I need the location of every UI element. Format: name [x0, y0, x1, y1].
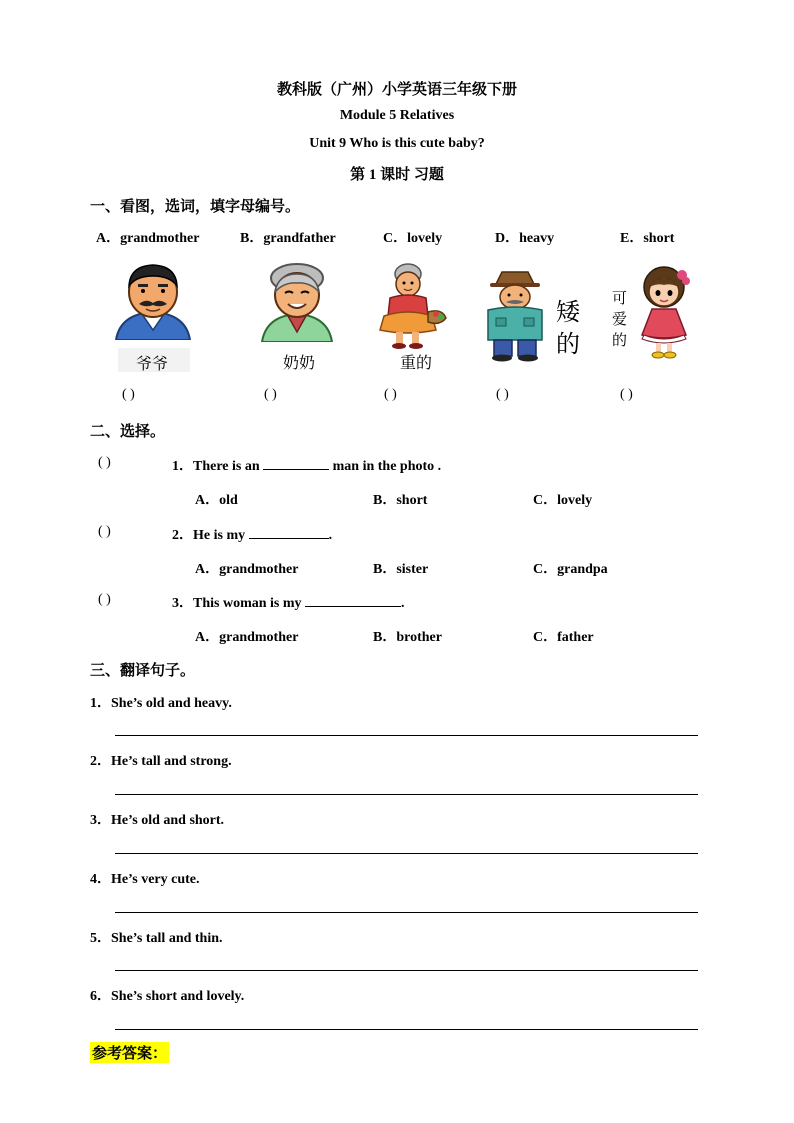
grandfather-illustration	[112, 258, 194, 340]
lovely-girl-illustration	[636, 265, 692, 361]
grandmother-illustration	[258, 262, 336, 342]
picture-2-answer-blank[interactable]: ( )	[264, 387, 277, 402]
document-title: 教科版（广州）小学英语三年级下册	[276, 82, 517, 98]
question-2-answer-blank[interactable]: ( )	[98, 524, 111, 539]
question-2-fill-line[interactable]	[249, 525, 329, 539]
translate-answer-line-4[interactable]	[115, 912, 698, 913]
translate-answer-line-6[interactable]	[115, 1029, 698, 1030]
option-a: A．grandmother	[96, 231, 200, 246]
translate-item-6: 6．She’s short and lovely.	[90, 989, 245, 1004]
section-2-heading: 二、选择。	[90, 424, 166, 440]
question-1-stem	[172, 455, 441, 475]
question-3-stem	[172, 592, 405, 612]
option-b: B．grandfather	[240, 231, 336, 246]
translate-item-1: 1．She’s old and heavy.	[90, 696, 232, 711]
question-3-choice-b: B．brother	[373, 630, 442, 645]
question-3-answer-blank[interactable]: ( )	[98, 592, 111, 607]
question-2-choice-b: B．sister	[373, 562, 429, 577]
question-3-stem-start: 3．This woman is my	[172, 596, 302, 611]
question-1-choice-b: B．short	[373, 493, 428, 508]
picture-1-answer-blank[interactable]: ( )	[122, 387, 135, 402]
question-1-answer-blank[interactable]: ( )	[98, 455, 111, 470]
question-2-choice-a: A．grandmother	[195, 562, 299, 577]
question-3-choice-c: C．father	[533, 630, 594, 645]
question-1-choice-c: C．lovely	[533, 493, 593, 508]
question-2-stem-end: .	[328, 528, 333, 543]
question-1-stem-end: man in the photo .	[332, 459, 442, 474]
translate-item-3: 3．He’s old and short.	[90, 813, 225, 828]
caption-grandfather: 爷爷	[136, 354, 169, 373]
question-1-stem-start: 1．There is an	[172, 459, 260, 474]
question-3-choice-a: A．grandmother	[195, 630, 299, 645]
caption-lovely-3: 的	[612, 331, 628, 349]
question-1-fill-line[interactable]	[263, 456, 329, 470]
translate-answer-line-2[interactable]	[115, 794, 698, 795]
translate-item-4: 4．He’s very cute.	[90, 872, 200, 887]
caption-grandmother: 奶奶	[283, 353, 316, 372]
question-2-stem-start: 2．He is my	[172, 528, 246, 543]
picture-5-answer-blank[interactable]: ( )	[620, 387, 633, 402]
lesson-title: 第 1 课时 习题	[350, 167, 444, 183]
option-c: C．lovely	[383, 231, 443, 246]
question-1-choice-a: A．old	[195, 493, 238, 508]
translate-item-2: 2．He’s tall and strong.	[90, 754, 232, 769]
translate-item-5: 5．She’s tall and thin.	[90, 931, 223, 946]
short-man-illustration	[482, 270, 548, 362]
unit-title: Unit 9 Who is this cute baby?	[309, 136, 485, 151]
caption-lovely-2: 爱	[612, 310, 628, 328]
translate-answer-line-1[interactable]	[115, 735, 698, 736]
question-3-fill-line[interactable]	[305, 593, 401, 607]
section-3-heading: 三、翻译句子。	[90, 663, 196, 679]
caption-heavy: 重的	[400, 353, 433, 372]
section-1-heading: 一、看图，选词，填字母编号。	[90, 199, 301, 215]
heavy-woman-illustration	[378, 262, 452, 350]
caption-lovely-1: 可	[612, 289, 628, 307]
picture-4-answer-blank[interactable]: ( )	[496, 387, 509, 402]
option-d: D．heavy	[495, 231, 555, 246]
caption-short-1: 矮	[556, 298, 580, 326]
answer-key-label: 参考答案：	[90, 1042, 169, 1063]
module-title: Module 5 Relatives	[339, 108, 455, 123]
translate-answer-line-3[interactable]	[115, 853, 698, 854]
question-3-stem-end: .	[401, 596, 405, 611]
question-2-choice-c: C．grandpa	[533, 562, 608, 577]
picture-3-answer-blank[interactable]: ( )	[384, 387, 397, 402]
translate-answer-line-5[interactable]	[115, 970, 698, 971]
question-2-stem	[172, 524, 332, 544]
option-e: E．short	[620, 231, 675, 246]
caption-short-2: 的	[556, 330, 580, 358]
